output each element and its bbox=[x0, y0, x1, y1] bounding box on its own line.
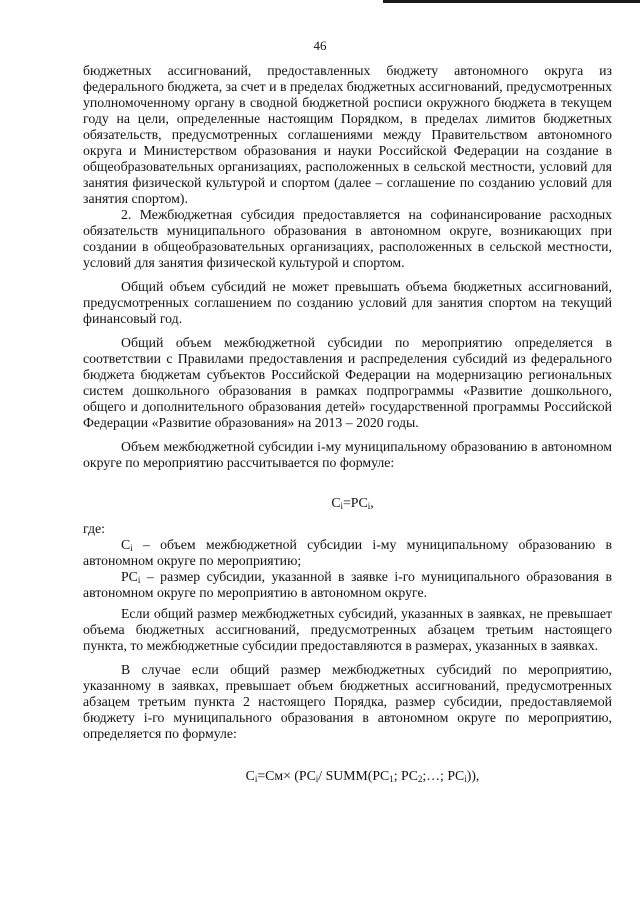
definition-ci bbox=[83, 537, 612, 569]
paragraph-2: 2. Межбюджетная субсидия предоставляется на софинансирование расходных обязательств муниципального образования в автономном округе, возникающих при создании в общеобразовательных организациях, расположенных в сельской местности, условий для занятия физической культурой и спортом. bbox=[83, 207, 612, 270]
definition-pci-symbol-sub: i bbox=[137, 575, 141, 585]
formula-ci-proportional bbox=[83, 768, 612, 784]
definition-pci-text: – размер субсидии, указанной в заявке i-го муниципального образования в автономном округе по мероприятию в автономном округе. bbox=[83, 569, 612, 600]
paragraph-5: Объем межбюджетной субсидии i-му муниципальному образованию в автономном округе по мероприятию рассчитывается по формуле: bbox=[83, 439, 612, 470]
formula-1-eq: =PC bbox=[343, 495, 368, 510]
paragraph-6: Если общий размер межбюджетных субсидий, указанных в заявках, не превышает объема бюджетных ассигнований, предусмотренных абзацем третьим настоящего пункта, то межбюджетные субсидии предоставляются в размерах, указанных в заявках. bbox=[83, 606, 612, 653]
where-label: где: bbox=[83, 521, 105, 536]
formula-2-sub1: i bbox=[315, 774, 319, 784]
formula-2-part4: ;…; PC bbox=[422, 768, 465, 783]
paragraph-1: бюджетных ассигнований, предоставленных бюджету автономного округа из федерального бюджета, за счет и в пределах бюджетных ассигнований, предусмотренных уполномоченному органу в сводной бюджетной росписи окружного бюджета в текущем году на цели, определенные настоящим Порядком, в пределах лимитов бюджетных обязательств, предусмотренных соглашениями между Правительством автономного округа и Министерством образования и науки Российской Федерации на создание в общеобразовательных организациях, расположенных в сельской местности, условий для занятия физической культурой и спортом (далее – соглашение по созданию условий для занятия спортом). bbox=[83, 63, 612, 206]
definition-pci-symbol: PC bbox=[121, 569, 138, 584]
definition-pci bbox=[83, 569, 612, 601]
formula-2-part2: / SUMM(PC bbox=[318, 768, 390, 783]
formula-1-rhs-sub: i bbox=[367, 501, 371, 511]
definition-ci-text: – объем межбюджетной субсидии i-му муниципальному образованию в автономном округе по мероприятию; bbox=[83, 537, 613, 568]
formula-1-lhs: C bbox=[331, 495, 341, 510]
formula-2-part1: =Cм× (PC bbox=[257, 768, 316, 783]
paragraph-3: Общий объем субсидий не может превышать объема бюджетных ассигнований, предусмотренных соглашением по созданию условий для занятия спортом на текущий финансовый год. bbox=[83, 279, 612, 326]
top-edge-bar bbox=[383, 0, 640, 3]
paragraph-4: Общий объем межбюджетной субсидии по мероприятию определяется в соответствии с Правилами предоставления и распределения субсидий из федерального бюджета бюджетам субъектов Российской Федерации на модернизацию региональных систем дошкольного образования в рамках подпрограммы «Развитие дошкольного, общего и дополнительного образования детей» государственной программы Российской Федерации «Развитие образования» на 2013 – 2020 годы. bbox=[83, 335, 612, 430]
document-body bbox=[83, 63, 612, 784]
formula-1-tail: , bbox=[370, 495, 374, 510]
formula-2-sub4: i bbox=[464, 774, 467, 784]
formula-2-lhs-sub: i bbox=[254, 774, 258, 784]
formula-1-lhs-sub: i bbox=[340, 501, 344, 511]
formula-2-lhs: C bbox=[245, 768, 255, 783]
formula-2-sub2: 1 bbox=[389, 774, 394, 784]
paragraph-7: В случае если общий размер межбюджетных субсидий по мероприятию, указанному в заявках, превышает объем бюджетных ассигнований, предусмотренных абзацем третьим пункта 2 настоящего Порядка, размер субсидии, предоставляемой бюджету i-го муниципального образования в автономном округе по мероприятию, определяется по формуле: bbox=[83, 662, 612, 741]
definition-ci-symbol: C bbox=[121, 537, 131, 552]
formula-ci-equals-pci bbox=[83, 495, 612, 511]
definition-ci-symbol-sub: i bbox=[130, 543, 133, 553]
formula-2-sub3: 2 bbox=[417, 774, 423, 784]
page-number: 46 bbox=[313, 38, 327, 53]
formula-2-part3: ; PC bbox=[393, 768, 418, 783]
formula-2-part5: )), bbox=[466, 768, 480, 783]
